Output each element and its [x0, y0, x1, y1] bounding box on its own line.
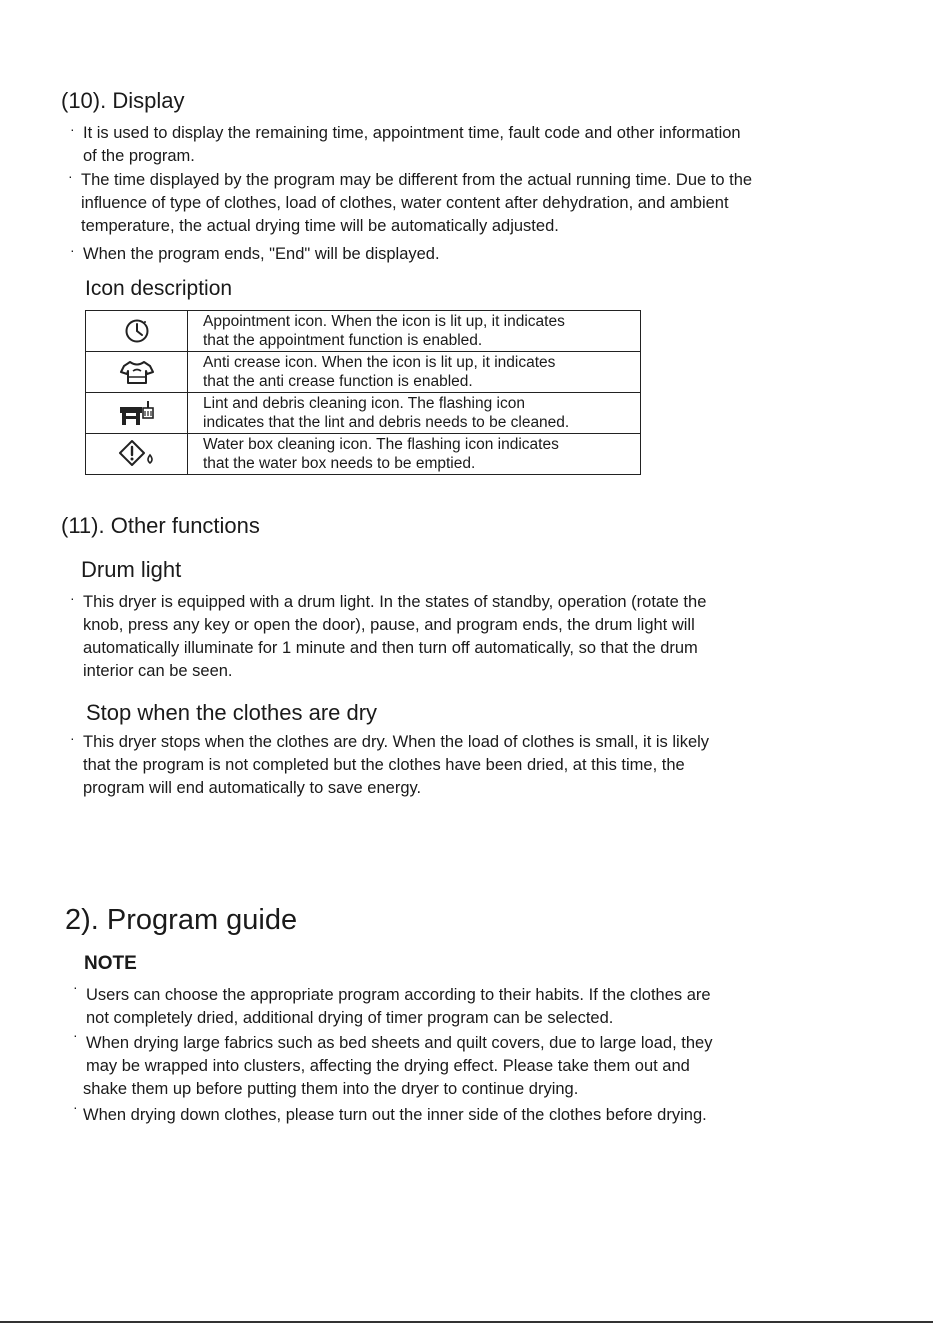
list-item — [70, 121, 883, 168]
paragraph-line: Users can choose the appropriate program according to their habits. If the clothes are — [86, 986, 711, 1004]
table-cell-line: that the appointment function is enabled. — [203, 332, 483, 349]
paragraph-line: When drying large fabrics such as bed sheets and quilt covers, due to large load, they — [86, 1034, 713, 1052]
section-heading-other-functions: (11). Other functions — [61, 513, 260, 538]
icon-text-cell — [188, 393, 641, 434]
icon-description-table — [85, 310, 641, 475]
list-item — [70, 590, 883, 683]
list-item — [73, 1099, 883, 1127]
drum-light-heading: Drum light — [81, 557, 182, 582]
paragraph-line: When drying down clothes, please turn out the inner side of the clothes before drying. — [83, 1106, 707, 1124]
table-cell-line: that the water box needs to be emptied. — [203, 455, 476, 472]
list-item — [73, 979, 886, 1030]
water-box-warning-icon — [86, 439, 187, 469]
stop-when-dry-heading: Stop when the clothes are dry — [86, 700, 378, 725]
paragraph-line: When the program ends, "End" will be displayed. — [83, 245, 440, 263]
paragraph-line: not completely dried, additional drying of timer program can be selected. — [86, 1009, 614, 1027]
bullet-mark: · — [70, 242, 75, 258]
bullet-mark: · — [73, 1027, 78, 1043]
shirt-icon — [86, 358, 187, 386]
icon-cell — [86, 311, 188, 352]
section-heading-display: (10). Display — [61, 88, 185, 113]
table-cell-line: Lint and debris cleaning icon. The flashing icon — [203, 395, 525, 412]
table-row — [86, 311, 641, 352]
icon-text-cell — [188, 352, 641, 393]
bullet-mark: · — [73, 979, 78, 995]
list-item — [73, 1027, 886, 1101]
paragraph-line: The time displayed by the program may be different from the actual running time. Due to the — [81, 171, 753, 189]
table-cell-line: Water box cleaning icon. The flashing icon indicates — [203, 436, 559, 453]
icon-cell — [86, 393, 188, 434]
list-item — [70, 242, 883, 266]
paragraph-line: It is used to display the remaining time, appointment time, fault code and other information — [83, 124, 741, 142]
list-item — [70, 730, 883, 800]
paragraph-line: program will end automatically to save energy. — [83, 779, 422, 797]
table-cell-line: indicates that the lint and debris needs to be cleaned. — [203, 414, 570, 431]
icon-description-heading: Icon description — [85, 277, 233, 300]
table-row — [86, 352, 641, 393]
icon-cell — [86, 434, 188, 475]
paragraph-line: influence of type of clothes, load of clothes, water content after dehydration, and ambient — [81, 194, 729, 212]
paragraph-line: temperature, the actual drying time will be automatically adjusted. — [81, 217, 559, 235]
clock-icon — [86, 318, 187, 344]
icon-cell — [86, 352, 188, 393]
note-heading: NOTE — [84, 953, 137, 974]
paragraph-line: shake them up before putting them into the dryer to continue drying. — [83, 1080, 579, 1098]
paragraph-line: automatically illuminate for 1 minute and then turn off automatically, so that the drum — [83, 639, 698, 657]
bullet-mark: · — [70, 121, 75, 137]
paragraph-line: that the program is not completed but the clothes have been dried, at this time, the — [83, 756, 685, 774]
paragraph-line: knob, press any key or open the door), pause, and program ends, the drum light will — [83, 616, 695, 634]
icon-text-cell — [188, 434, 641, 475]
bullet-mark: · — [70, 590, 75, 606]
icon-text-cell — [188, 311, 641, 352]
list-item — [68, 168, 881, 238]
table-cell-line: Appointment icon. When the icon is lit up, it indicates — [203, 313, 565, 330]
lint-filter-icon — [86, 399, 187, 427]
page-bottom-rule — [0, 1321, 933, 1323]
bullet-mark: · — [68, 168, 73, 184]
bullet-mark: · — [70, 730, 75, 746]
paragraph-line: This dryer stops when the clothes are dry. When the load of clothes is small, it is likely — [83, 733, 710, 751]
paragraph-line: This dryer is equipped with a drum light. In the states of standby, operation (rotate the — [83, 593, 707, 611]
paragraph-line: may be wrapped into clusters, affecting the drying effect. Please take them out and — [86, 1057, 690, 1075]
bullet-mark: · — [73, 1099, 78, 1115]
table-row — [86, 393, 641, 434]
table-row — [86, 434, 641, 475]
table-cell-line: that the anti crease function is enabled. — [203, 373, 473, 390]
table-cell-line: Anti crease icon. When the icon is lit up, it indicates — [203, 354, 556, 371]
section-heading-program-guide: 2). Program guide — [65, 904, 298, 936]
paragraph-line: of the program. — [83, 147, 195, 165]
paragraph-line: interior can be seen. — [83, 662, 233, 680]
